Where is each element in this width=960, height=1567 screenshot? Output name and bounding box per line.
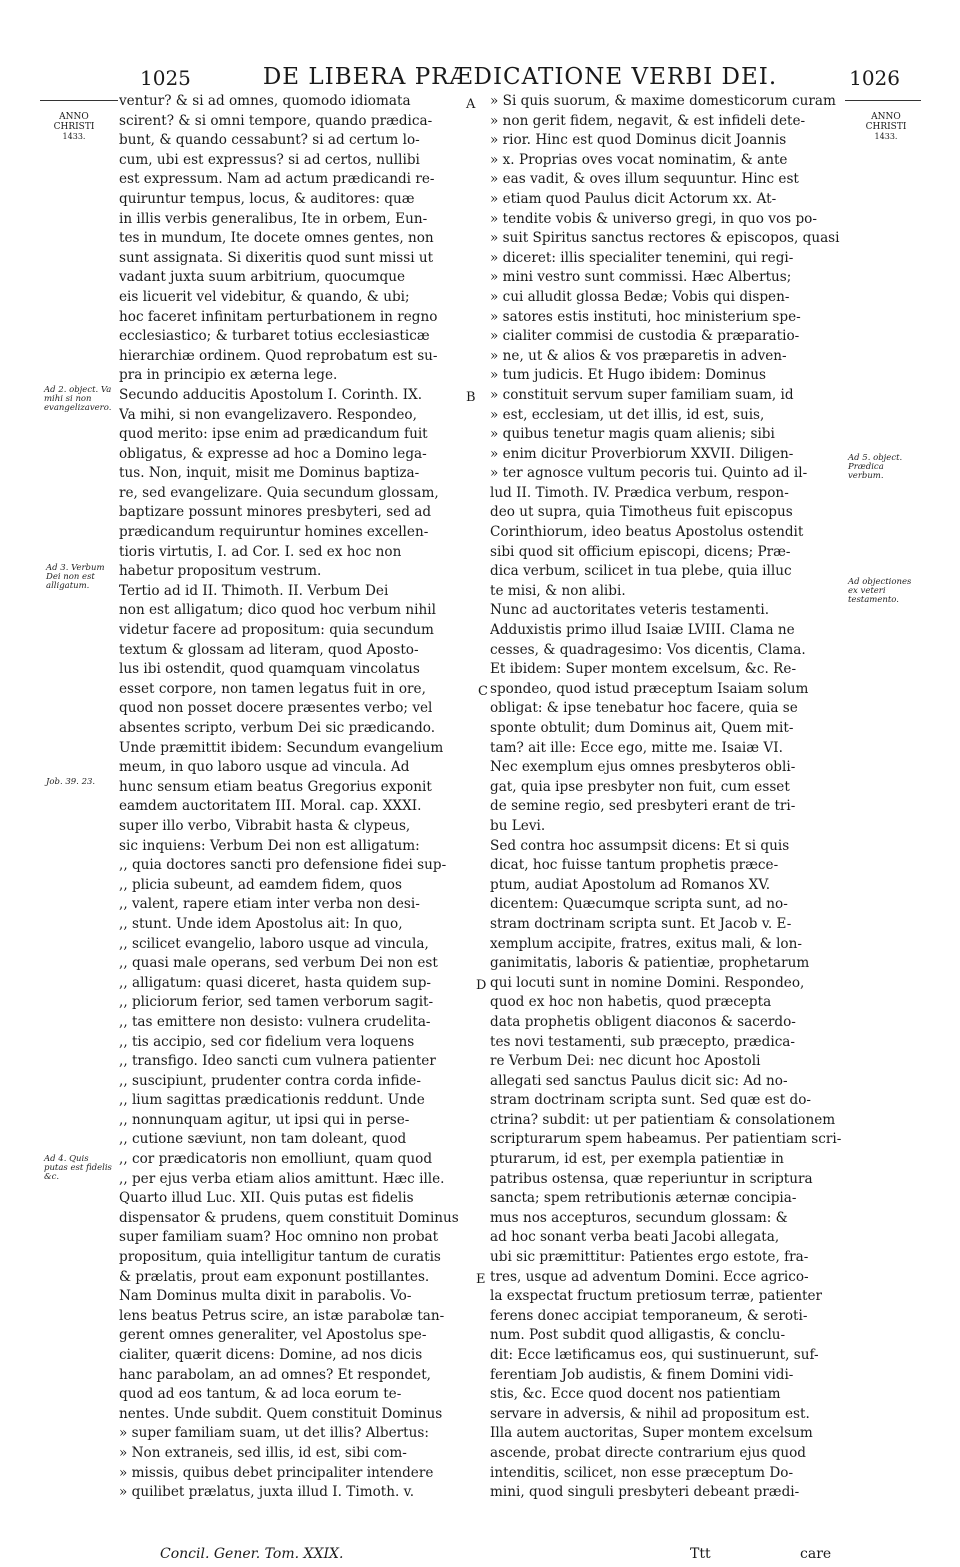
text-line: sancta; spem retributionis æternæ concipia- bbox=[490, 1190, 797, 1207]
text-line: Va mihi, si non evangelizavero. Respondeo, bbox=[119, 406, 417, 423]
text-line: » tum judicis. Et Hugo ibidem: Dominus bbox=[490, 367, 766, 384]
text-line: stis, &c. Ecce quod docent nos patientiam bbox=[490, 1386, 781, 1403]
text-line: ganimitatis, laboris & patientiæ, prophetarum bbox=[490, 955, 810, 972]
christi-label: CHRISTI bbox=[53, 122, 95, 132]
text-line: lens beatus Petrus scire, an istæ parabolæ tan- bbox=[119, 1307, 445, 1324]
text-line: stram doctrinam scripta sunt. Sed quæ est do- bbox=[490, 1092, 811, 1109]
text-line: scripturarum spem habeamus. Per patientiam scri- bbox=[490, 1131, 842, 1148]
anno-year: 1433. bbox=[874, 132, 898, 141]
text-line: quod ex hoc non habetis, quod præcepta bbox=[490, 994, 772, 1011]
page-number-right: 1026 bbox=[849, 66, 900, 90]
text-line: Adduxistis primo illud Isaiæ LVIII. Clama ne bbox=[490, 622, 795, 639]
anno-label: ANNO bbox=[59, 112, 89, 122]
text-line: lud II. Timoth. IV. Prædica verbum, respon- bbox=[490, 484, 789, 501]
text-line: Et ibidem: Super montem excelsum, &c. Re- bbox=[490, 661, 797, 678]
margin-note: Ad 3. Verbum Dei non est alligatum. bbox=[46, 563, 105, 591]
text-line: xemplum accipite, fratres, exitus mali, & lon- bbox=[490, 935, 802, 952]
text-line: quod merito: ipse enim ad prædicandum fuit bbox=[119, 426, 428, 443]
text-line: hunc sensum etiam beatus Gregorius exponit bbox=[119, 778, 432, 795]
anno-christi-left bbox=[50, 112, 98, 142]
text-line: Quarto illud Luc. XII. Quis putas est fidelis bbox=[119, 1190, 414, 1207]
right-column bbox=[490, 92, 842, 1503]
text-line: sic inquiens: Verbum Dei non est alligatum: bbox=[119, 837, 420, 854]
text-line: bunt, & quando cessabunt? si ad certum lo- bbox=[119, 132, 420, 149]
text-line: re, sed evangelizare. Quia secundum glossam, bbox=[119, 484, 439, 501]
text-line: ferentiam Job audistis, & finem Domini vidi- bbox=[490, 1366, 794, 1383]
text-line: intenditis, scilicet, non esse præceptum Do- bbox=[490, 1464, 794, 1481]
margin-note: Ad 2. object. Va mihi si non evangelizavero. bbox=[44, 385, 112, 413]
text-line: meum, in quo laboro usque ad vincula. Ad bbox=[119, 759, 410, 776]
text-line: eamdem auctoritatem III. Moral. cap. XXXI. bbox=[119, 798, 422, 815]
margin-note: Ad 5. object. Prædica verbum. bbox=[848, 453, 903, 481]
text-line: » mini vestro sunt commissi. Hæc Albertus; bbox=[490, 269, 792, 286]
text-line: » super familiam suam, ut det illis? Albertus: bbox=[119, 1425, 429, 1442]
text-line: hierarchiæ ordinem. Quod reprobatum est su- bbox=[119, 347, 438, 364]
section-letter: E bbox=[476, 1272, 486, 1287]
text-line: Secundo adducitis Apostolum I. Corinth. IX. bbox=[119, 386, 423, 403]
running-header bbox=[140, 64, 900, 94]
text-line: prædicandum requiruntur homines excellen- bbox=[119, 524, 429, 541]
text-line: ,, cutione sæviunt, non tam doleant, quod bbox=[119, 1131, 407, 1148]
text-line: ventur? & si ad omnes, quomodo idiomata bbox=[119, 93, 411, 109]
text-line: spondeo, quod istud præceptum Isaiam solum bbox=[490, 680, 809, 697]
text-line: servare in adversis, & nihil ad propositum est. bbox=[490, 1405, 810, 1422]
text-line: ,, cor prædicatoris non emolliunt, quam quod bbox=[119, 1151, 433, 1168]
text-line: » non gerit fidem, negavit, & est infideli dete- bbox=[490, 112, 806, 129]
text-line: textum & glossam ad literam, quod Aposto- bbox=[119, 641, 419, 658]
text-line: tes in mundum, Ite docete omnes gentes, non bbox=[119, 230, 434, 247]
text-line: Tertio ad id II. Thimoth. II. Verbum Dei bbox=[119, 582, 389, 599]
margin-note: Ad 4. Quis putas est fidelis &c. bbox=[44, 1154, 112, 1182]
text-line: lus ibi ostendit, quod quamquam vincolatus bbox=[119, 661, 420, 678]
text-line: ,, tis accipio, sed cor fidelium vera loquens bbox=[119, 1033, 415, 1050]
section-letter: C bbox=[478, 684, 488, 699]
text-line: baptizare possunt minores presbyteri, sed ad bbox=[119, 504, 432, 521]
text-line: » Non extraneis, sed illis, id est, sibi com- bbox=[119, 1444, 407, 1461]
text-line: ,, plicia subeunt, ad eamdem fidem, quos bbox=[119, 876, 402, 893]
text-line: Nec exemplum ejus omnes presbyteros obli- bbox=[490, 759, 796, 776]
text-line: ferens donec accipiat temporaneum, & seroti- bbox=[490, 1307, 808, 1324]
text-line: ,, valent, rapere etiam inter verba non desi- bbox=[119, 896, 420, 913]
text-line: » missis, quibus debet principaliter intendere bbox=[119, 1464, 434, 1481]
text-line: est expressum. Nam ad actum prædicandi re- bbox=[119, 171, 435, 188]
text-line: re Verbum Dei: nec dicunt hoc Apostoli bbox=[490, 1053, 761, 1070]
anno-label: ANNO bbox=[871, 112, 901, 122]
text-line: sibi quod sit officium episcopi, dicens; Præ- bbox=[490, 543, 791, 560]
footer-catchword: care bbox=[800, 1546, 832, 1562]
footer-signature: Ttt bbox=[690, 1546, 711, 1562]
text-line: sunt assignata. Si dixeritis quod sunt missi ut bbox=[119, 249, 434, 266]
text-line: » ne, ut & alios & vos præparetis in adven- bbox=[490, 347, 787, 364]
text-line: Unde præmittit ibidem: Secundum evangelium bbox=[119, 739, 444, 756]
text-line: mini, quod singuli presbyteri debeant prædi- bbox=[490, 1484, 800, 1501]
section-letter: A bbox=[466, 97, 476, 112]
text-line: » cialiter commisi de custodia & præparatio- bbox=[490, 328, 800, 345]
text-line: Illa autem auctoritas, Super montem excelsum bbox=[490, 1425, 813, 1442]
text-line: non est alligatum; dico quod hoc verbum nihil bbox=[119, 602, 436, 619]
text-line: quod non posset docere præsentes verbo; vel bbox=[119, 700, 433, 717]
text-line: gerent omnes generaliter, vel Apostolus spe- bbox=[119, 1327, 427, 1344]
text-line: » etiam quod Paulus dicit Actorum xx. At- bbox=[490, 190, 777, 207]
text-line: » constituit servum super familiam suam, id bbox=[490, 386, 794, 403]
text-line: tes novi testamenti, sub præcepto, prædica- bbox=[490, 1033, 796, 1050]
text-line: tam? ait ille: Ecce ego, mitte me. Isaiæ VI. bbox=[490, 739, 783, 756]
text-line: ad hoc sonant verba beati Jacobi allegata, bbox=[490, 1229, 780, 1246]
text-line: eis licuerit vel videbitur, & quando, & ubi; bbox=[119, 288, 410, 305]
text-line: te misi, & non alibi. bbox=[490, 582, 626, 599]
text-line: pra in principio ex æterna lege. bbox=[119, 367, 338, 384]
text-line: ,, tas emittere non desisto: vulnera crudelita- bbox=[119, 1013, 431, 1030]
text-line: » x. Proprias oves vocat nominatim, & ante bbox=[490, 151, 788, 168]
text-line: patribus ostensa, quæ reperiuntur in scriptura bbox=[490, 1170, 813, 1187]
text-line: tus. Non, inquit, misit me Dominus baptiza- bbox=[119, 465, 420, 482]
text-line: » quibus tenetur magis quam alienis; sibi bbox=[490, 426, 775, 443]
text-line: dit: Ecce lætificamus eos, qui sustinuerunt, suf- bbox=[490, 1347, 819, 1363]
text-line: cesses, & quadragesimo: Vos dicentis, Clama. bbox=[490, 641, 806, 658]
text-line: Sed contra hoc assumpsit dicens: Et si quis bbox=[490, 837, 790, 854]
text-line: » suit Spiritus sanctus rectores & episcopos, quasi bbox=[490, 230, 840, 247]
text-line: » quilibet prælatus, juxta illud I. Timoth. v. bbox=[119, 1484, 415, 1501]
text-line: hanc parabolam, an ad omnes? Et respondet, bbox=[119, 1366, 431, 1383]
text-line: deo ut supra, quia Timotheus fuit episcopus bbox=[490, 504, 793, 521]
text-line: ,, scilicet evangelio, laboro usque ad vincula, bbox=[119, 935, 429, 952]
text-line: ,, lium sagittas prædicationis reddunt. Unde bbox=[119, 1092, 425, 1109]
text-line: ,, nonnunquam agitur, ut ipsi qui in perse- bbox=[119, 1111, 410, 1128]
text-line: super familiam suam? Hoc omnino non probat bbox=[119, 1229, 439, 1246]
text-line: » est, ecclesiam, ut det illis, id est, suis, bbox=[490, 406, 765, 423]
text-line: dicat, hoc fuisse tantum prophetis præce- bbox=[490, 857, 779, 874]
anno-christi-right bbox=[862, 112, 910, 142]
text-line: ,, quia doctores sancti pro defensione fidei sup- bbox=[119, 857, 447, 874]
text-line: » ter agnosce vultum pecoris tui. Quinto ad il- bbox=[490, 465, 808, 482]
text-line: » Si quis suorum, & maxime domesticorum curam bbox=[490, 93, 836, 109]
text-line: ,, suscipiunt, prudenter contra corda infide- bbox=[119, 1072, 421, 1089]
text-line: Nam Dominus multa dixit in parabolis. Vo- bbox=[119, 1288, 412, 1305]
text-line: quiruntur tempus, locus, & auditores: quæ bbox=[119, 190, 415, 207]
text-line: nentes. Unde subdit. Quem constituit Dominus bbox=[119, 1405, 443, 1422]
text-line: ubi sic præmittitur: Patientes ergo estote, fra- bbox=[490, 1249, 809, 1266]
text-line: videtur facere ad propositum: quia secundum bbox=[119, 622, 434, 639]
text-line: ctrina? subdit: ut per patientiam & consolationem bbox=[490, 1111, 836, 1128]
text-line: scirent? & si omni tempore, quando prædica- bbox=[119, 112, 433, 129]
text-line: » rior. Hinc est quod Dominus dicit Joannis bbox=[490, 132, 787, 149]
text-line: super illo verbo, Vibrabit hasta & clypeus, bbox=[119, 817, 411, 834]
text-line: la exspectat fructum pretiosum terræ, patienter bbox=[490, 1288, 823, 1305]
text-line: ,, pliciorum ferior, sed tamen verborum sagit- bbox=[119, 994, 434, 1011]
text-line: habetur propositum vestrum. bbox=[119, 563, 322, 580]
text-line: esset corpore, non tamen legatus fuit in ore, bbox=[119, 680, 426, 697]
text-line: » tendite vobis & universo gregi, in quo vos po- bbox=[490, 210, 817, 227]
text-line: ptum, audiat Apostolum ad Romanos XV. bbox=[490, 876, 771, 893]
text-line: num. Post subdit quod alligastis, & conclu- bbox=[490, 1327, 786, 1344]
margin-note: Job. 39. 23. bbox=[46, 777, 96, 787]
text-line: cum, ubi est expressus? si ad certos, nullibi bbox=[119, 151, 420, 168]
text-line: tioris virtutis, I. ad Cor. I. sed ex hoc non bbox=[119, 543, 402, 560]
header-rule-right bbox=[845, 100, 921, 101]
section-letter: D bbox=[476, 978, 487, 993]
text-line: tres, usque ad adventum Domini. Ecce agrico- bbox=[490, 1268, 809, 1285]
text-line: data prophetis obligent diaconos & sacerdo- bbox=[490, 1013, 796, 1030]
text-line: de semine regio, sed presbyteri erant de tri- bbox=[490, 798, 796, 815]
text-line: dispensator & prudens, quem constituit Dominus bbox=[119, 1209, 459, 1226]
text-line: obligatus, & expresse ad hoc a Domino lega- bbox=[119, 445, 427, 462]
section-letter: B bbox=[466, 390, 476, 405]
text-line: Nunc ad auctoritates veteris testamenti. bbox=[490, 602, 770, 619]
text-line: » satores estis instituti, hoc ministerium spe- bbox=[490, 308, 801, 325]
text-line: absentes scripto, verbum Dei sic prædicando. bbox=[119, 720, 436, 736]
text-line: » cui alludit glossa Bedæ; Vobis qui dispen- bbox=[490, 288, 790, 305]
text-line: ,, transfigo. Ideo sancti cum vulnera patienter bbox=[119, 1053, 436, 1070]
christi-label: CHRISTI bbox=[865, 122, 907, 132]
text-line: ,, stunt. Unde idem Apostolus ait: In quo, bbox=[119, 915, 403, 932]
text-line: in illis verbis generalibus, Ite in orbem, Eun- bbox=[119, 210, 428, 227]
text-line: » diceret: illis specialiter tenemini, qui regi- bbox=[490, 249, 794, 266]
text-line: dicentem: Quæcumque scripta sunt, ad no- bbox=[490, 896, 788, 913]
text-line: quod ad eos tantum, & ad loca eorum te- bbox=[119, 1386, 402, 1403]
text-line: Corinthiorum, ideo beatus Apostolus ostendit bbox=[490, 524, 804, 541]
text-line: pturarum, id est, per exempla patientiæ in bbox=[490, 1151, 784, 1168]
text-line: bu Levi. bbox=[490, 817, 546, 834]
text-line: ,, per ejus verba etiam alios amittunt. Hæc ille. bbox=[119, 1170, 445, 1187]
text-line: sponte obtulit; dum Dominus ait, Quem mit- bbox=[490, 720, 794, 736]
text-line: allegati sed sanctus Paulus dicit sic: Ad no- bbox=[490, 1072, 788, 1089]
text-line: obligat: & ipse tenebatur hoc facere, quia se bbox=[490, 700, 798, 717]
text-line: gat, quia ipse presbyter non fuit, cum esset bbox=[490, 778, 790, 795]
text-line: qui locuti sunt in nomine Domini. Respondeo, bbox=[490, 974, 805, 991]
text-line: cialiter, quærit dicens: Domine, ad nos dicis bbox=[119, 1347, 423, 1363]
text-line: vadant juxta suum arbitrium, quocumque bbox=[119, 269, 405, 286]
text-line: stram doctrinam scripta sunt. Et Jacob v. E- bbox=[490, 915, 792, 932]
header-rule-left bbox=[40, 100, 118, 101]
text-line: ecclesiastico; & turbaret totius ecclesiasticæ bbox=[119, 328, 430, 345]
text-line: propositum, quia intelligitur tantum de curatis bbox=[119, 1249, 441, 1266]
page-title: DE LIBERA PRÆDICATIONE VERBI DEI. bbox=[262, 64, 778, 90]
left-column bbox=[119, 92, 476, 1503]
text-line: hoc faceret infinitam perturbationem in regno bbox=[119, 308, 438, 325]
margin-note: Ad objectiones ex veteri testamento. bbox=[848, 577, 912, 605]
text-line: » enim dicitur Proverbiorum XXVII. Diligen- bbox=[490, 445, 794, 462]
text-line: ,, alligatum: quasi diceret, hasta quidem sup- bbox=[119, 974, 431, 991]
text-line: ascende, probat directe contrarium ejus quod bbox=[490, 1444, 806, 1461]
text-line: » eas vadit, & oves illum sequuntur. Hinc est bbox=[490, 171, 799, 188]
anno-year: 1433. bbox=[62, 132, 86, 141]
text-line: ,, quasi male operans, sed verbum Dei non est bbox=[119, 955, 438, 972]
text-line: mus nos accepturos, secundum glossam: & bbox=[490, 1209, 788, 1226]
footer-volume: Concil. Gener. Tom. XXIX. bbox=[160, 1546, 344, 1562]
text-line: dica verbum, scilicet in tua plebe, quia illuc bbox=[490, 563, 792, 580]
page-number-left: 1025 bbox=[140, 66, 191, 90]
text-line: & prælatis, prout eam exponunt postillantes. bbox=[119, 1268, 430, 1285]
